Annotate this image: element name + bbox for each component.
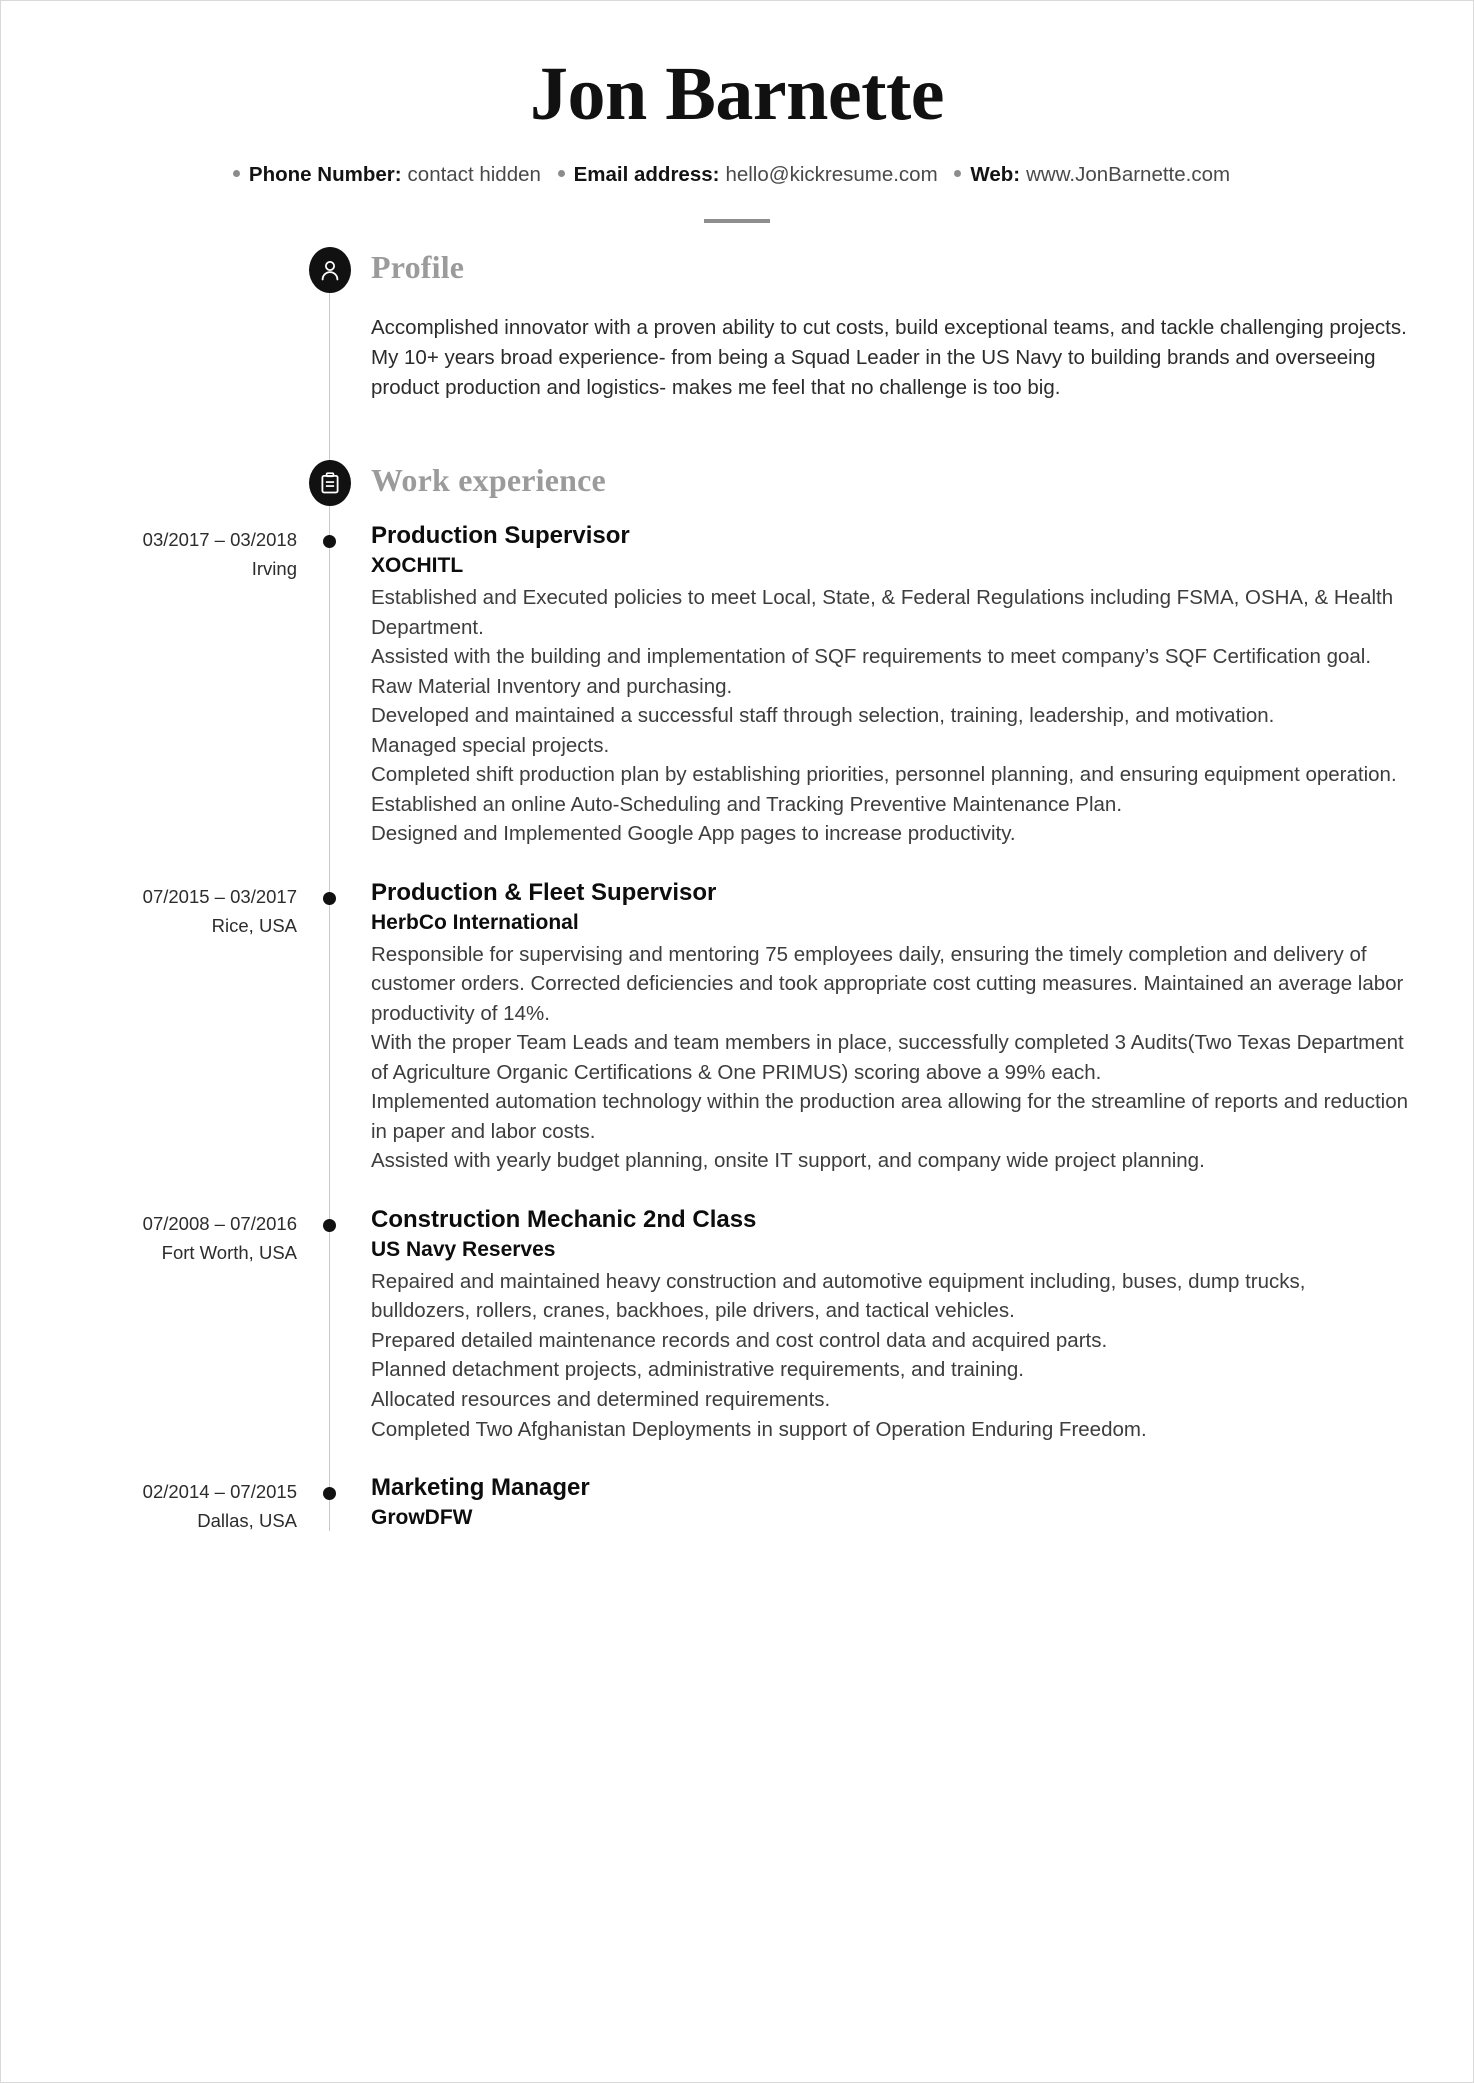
job-location: Rice, USA [211,914,297,936]
person-icon [309,247,351,293]
bullet-icon [233,170,240,177]
job-company: XOCHITL [371,553,464,577]
job-description-line: Designed and Implemented Google App pages to increase productivity. [371,822,1016,846]
job-description-line: Established and Executed policies to meet Local, State, & Federal Regulations including FSMA, OSHA, & Health Department. [371,586,1394,639]
job-description [371,1267,1409,1444]
job-meta [39,1480,297,1534]
page-title: Jon Barnette [529,52,945,136]
job-meta [39,1212,297,1266]
job-dates: 03/2017 – 03/2018 [142,529,297,551]
job-description-line: Prepared detailed maintenance records and cost control data and acquired parts. [371,1328,1108,1352]
job-meta [39,528,297,582]
job-description-line: Assisted with the building and implementation of SQF requirements to meet company’s SQF Certification goal. [371,645,1372,669]
job-description-line: Implemented automation technology within the production area allowing for the streamline of reports and reduction in paper and labor costs. [371,1090,1408,1143]
timeline-dot-icon [323,1219,336,1232]
contact-item-web [954,163,1241,186]
section-title-work-experience: Work experience [371,462,606,499]
briefcase-icon [309,460,351,506]
timeline-dot-icon [323,892,336,905]
contact-value-email[interactable]: hello@kickresume.com [725,162,938,186]
job-description-line: Repaired and maintained heavy construction and automotive equipment including, buses, dump trucks, bulldozers, rollers, cranes, backhoes, pile drivers, and tactical vehicles. [371,1269,1306,1323]
section-body-profile [39,313,1435,402]
job-description-line: Raw Material Inventory and purchasing. [371,674,733,698]
job-description [371,583,1409,849]
job-description-line: Assisted with yearly budget planning, onsite IT support, and company wide project planning. [371,1149,1205,1173]
job-meta [39,885,297,939]
profile-summary-text: Accomplished innovator with a proven ability to cut costs, build exceptional teams, and tackle challenging projects. My 10+ years broad experience- from being a Squad Leader in the US Navy to building brands and overseeing product production and logistics- makes me feel that no challenge is too big. [371,316,1407,399]
job-location: Fort Worth, USA [161,1241,297,1263]
header-divider [704,219,770,223]
job-description [371,940,1409,1176]
bullet-icon [558,170,565,177]
timeline-dot-icon [323,535,336,548]
job-description-line: Planned detachment projects, administrative requirements, and training. [371,1358,1024,1382]
bullet-icon [954,170,961,177]
job-location: Dallas, USA [197,1510,297,1531]
job-description-line: Allocated resources and determined requirements. [371,1388,831,1411]
section-header-work-experience [39,454,1435,516]
contact-item-email [558,163,955,186]
job-description-line: Established an online Auto-Scheduling and Tracking Preventive Maintenance Plan. [371,792,1123,816]
job-description-line: Managed special projects. [371,733,610,757]
job-title: Construction Mechanic 2nd Class [371,1205,757,1233]
job-title: Production Supervisor [371,522,630,550]
contact-item-phone [233,163,558,186]
contact-value-phone: contact hidden [407,162,541,186]
section-profile [39,241,1435,402]
job-entry [39,522,1435,849]
job-location: Irving [251,558,297,579]
job-company: US Navy Reserves [371,1237,556,1261]
job-company: HerbCo International [371,910,579,934]
contact-label-web: Web: [970,162,1021,186]
contact-label-phone: Phone Number: [248,162,402,186]
job-description-line: Completed Two Afghanistan Deployments in support of Operation Enduring Freedom. [371,1417,1147,1441]
job-title: Marketing Manager [371,1474,590,1502]
job-description-line: Developed and maintained a successful staff through selection, training, leadership, and motivation. [371,704,1275,728]
timeline [39,241,1435,1531]
job-description-line: With the proper Team Leads and team members in place, successfully completed 3 Audits(Two Texas Department of Agriculture Organic Certifications & One PRIMUS) scoring above a 99% each. [371,1031,1404,1084]
job-company: GrowDFW [371,1505,473,1529]
resume-content [1,1,1473,2082]
timeline-dot-icon [323,1487,336,1500]
section-title-profile: Profile [371,249,465,286]
job-dates: 07/2015 – 03/2017 [142,885,297,907]
contact-label-email: Email address: [573,162,720,186]
contact-info-line [39,161,1435,190]
job-description-line: Completed shift production plan by establishing priorities, personnel planning, and ensuring equipment operation. [371,763,1397,787]
job-entry [39,879,1435,1176]
work-experience-list [39,522,1435,1531]
section-work-experience [39,454,1435,1531]
contact-value-web[interactable]: www.JonBarnette.com [1026,162,1231,186]
job-entry [39,1206,1435,1444]
job-title: Production & Fleet Supervisor [371,878,717,906]
section-header-profile [39,241,1435,303]
job-entry [39,1474,1435,1531]
job-dates: 02/2014 – 07/2015 [142,1481,297,1503]
job-dates: 07/2008 – 07/2016 [142,1212,297,1234]
job-description-line: Responsible for supervising and mentoring 75 employees daily, ensuring the timely completion and delivery of customer orders. Corrected deficiencies and took appropriate cost cutting measures. Maintained an average labor productivity of 14%. [371,942,1404,1025]
